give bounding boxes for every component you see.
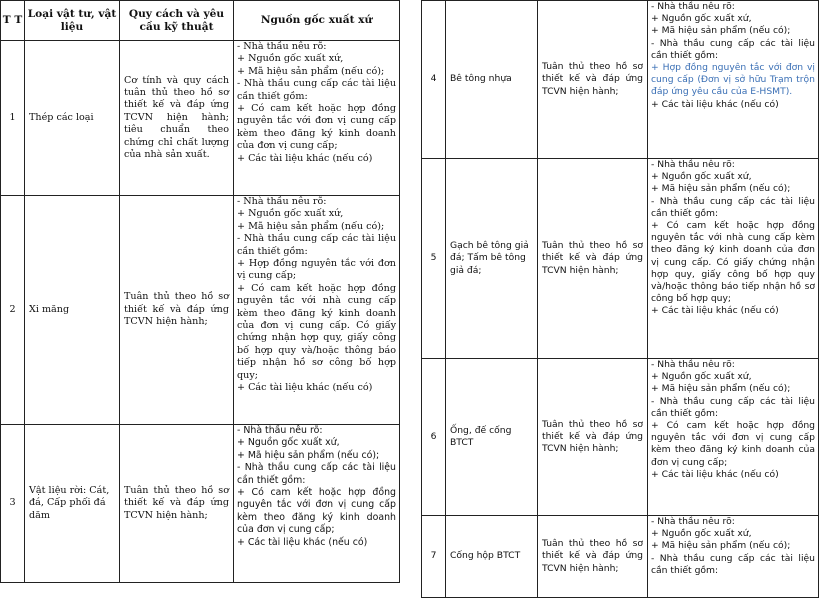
- row-stt: 7: [422, 516, 446, 598]
- row-material: Gạch bê tông giả đá; Tấm bê tông giả đá;: [446, 159, 538, 359]
- row-stt: 5: [422, 159, 446, 359]
- origin-line: - Nhà thầu nêu rõ:: [651, 359, 735, 370]
- origin-line: + Mã hiệu sản phẩm (nếu có);: [237, 220, 385, 232]
- right-table-panel: [421, 0, 818, 598]
- origin-line: + Nguồn gốc xuất xứ,: [651, 13, 752, 25]
- row-stt: 1: [1, 41, 25, 196]
- origin-line: - Nhà thầu cung cấp các tài liệu cần thiết gồm:: [651, 552, 815, 576]
- origin-line: + Nguồn gốc xuất xứ,: [651, 528, 752, 540]
- origin-line: + Nguồn gốc xuất xứ,: [651, 371, 752, 383]
- row-spec: Cơ tính và quy cách tuân thủ theo hồ sơ thiết kế và đáp ứng TCVN hiện hành; tiêu chuẩn theo chứng chỉ chất lượng của nhà sản xuất.: [120, 41, 234, 196]
- row-origin: [648, 516, 819, 598]
- origin-line: - Nhà thầu cung cấp các tài liệu cần thiết gồm:: [651, 395, 815, 419]
- row-spec: Tuân thủ theo hồ sơ thiết kế và đáp ứng TCVN hiện hành;: [538, 516, 648, 598]
- origin-line: - Nhà thầu cung cấp các tài liệu cần thiết gồm:: [237, 78, 396, 102]
- origin-line: + Các tài liệu khác (nếu có): [651, 468, 779, 480]
- row-spec: Tuân thủ theo hồ sơ thiết kế và đáp ứng TCVN hiện hành;: [538, 359, 648, 516]
- row-stt: 3: [1, 425, 25, 583]
- row-spec: Tuân thủ theo hồ sơ thiết kế và đáp ứng TCVN hiện hành;: [120, 425, 234, 583]
- row-stt: 6: [422, 359, 446, 516]
- row-material: Bê tông nhựa: [446, 1, 538, 159]
- materials-table-left: [0, 0, 400, 583]
- table-row: [422, 159, 819, 359]
- origin-line: + Có cam kết hoặc hợp đồng nguyên tắc với nhà cung cấp kèm theo đăng ký kinh doanh của đơn vị cung cấp. Có giấy chứng nhận hợp quy, giấy công bố hợp quy và/hoặc thông báo tiếp nhận hồ sơ công bố hợp quy;: [651, 220, 815, 305]
- origin-line: + Nguồn gốc xuất xứ,: [237, 437, 340, 449]
- origin-line: + Nguồn gốc xuất xứ,: [237, 53, 344, 65]
- header-material: Loại vật tư, vật liệu: [25, 1, 120, 41]
- origin-line: + Có cam kết hoặc hợp đồng nguyên tắc với đơn vị cung cấp kèm theo đăng ký kinh doanh của đơn vị cung cấp;: [651, 420, 815, 468]
- left-table-panel: [0, 0, 399, 583]
- row-origin: [648, 359, 819, 516]
- origin-line: + Hợp đồng nguyên tắc với đơn vị cung cấp;: [237, 258, 396, 282]
- origin-line: + Mã hiệu sản phẩm (nếu có);: [651, 383, 791, 395]
- table-row: [1, 196, 400, 425]
- row-material: Cống hộp BTCT: [446, 516, 538, 598]
- row-stt: 2: [1, 196, 25, 425]
- row-origin: [234, 41, 400, 196]
- origin-line: + Nguồn gốc xuất xứ,: [237, 208, 344, 220]
- row-material: Ống, đế cống BTCT: [446, 359, 538, 516]
- row-origin: [648, 1, 819, 159]
- origin-line: - Nhà thầu nêu rõ:: [651, 1, 735, 12]
- table-row: [422, 359, 819, 516]
- origin-line: + Các tài liệu khác (nếu có): [237, 382, 373, 394]
- header-spec: Quy cách và yêu cầu kỹ thuật: [120, 1, 234, 41]
- table-header-row: [1, 1, 400, 41]
- origin-line: - Nhà thầu cung cấp các tài liệu cần thiết gồm:: [237, 233, 396, 257]
- origin-line: - Nhà thầu cung cấp các tài liệu cần thiết gồm:: [651, 37, 815, 61]
- row-material: Vật liệu rời: Cát, đá, Cấp phối đá dăm: [25, 425, 120, 583]
- origin-line: - Nhà thầu nêu rõ:: [651, 516, 735, 527]
- origin-line: + Nguồn gốc xuất xứ,: [651, 171, 752, 183]
- origin-line: + Các tài liệu khác (nếu có): [651, 305, 779, 317]
- origin-line: - Nhà thầu nêu rõ:: [237, 41, 327, 52]
- origin-line: + Các tài liệu khác (nếu có): [237, 152, 373, 164]
- header-origin: Nguồn gốc xuất xứ: [234, 1, 400, 41]
- origin-line: + Các tài liệu khác (nếu có): [651, 98, 779, 110]
- row-material: Thép các loại: [25, 41, 120, 196]
- row-origin: [648, 159, 819, 359]
- origin-line: - Nhà thầu cung cấp các tài liệu cần thiết gồm:: [651, 195, 815, 219]
- row-material: Xi măng: [25, 196, 120, 425]
- origin-line: + Các tài liệu khác (nếu có): [237, 536, 368, 548]
- origin-line: + Có cam kết hoặc hợp đồng nguyên tắc với đơn vị cung cấp kèm theo đăng ký kinh doanh của đơn vị cung cấp;: [237, 487, 396, 536]
- materials-table-right: [421, 0, 819, 598]
- origin-line: + Mã hiệu sản phẩm (nếu có);: [237, 65, 385, 77]
- origin-line: + Mã hiệu sản phẩm (nếu có);: [237, 449, 380, 461]
- row-origin: [234, 425, 400, 583]
- row-spec: Tuân thủ theo hồ sơ thiết kế và đáp ứng TCVN hiện hành;: [538, 159, 648, 359]
- row-spec: Tuân thủ theo hồ sơ thiết kế và đáp ứng TCVN hiện hành;: [120, 196, 234, 425]
- origin-line: + Mã hiệu sản phẩm (nếu có);: [651, 183, 791, 195]
- origin-line: - Nhà thầu cung cấp các tài liệu cần thiết gồm:: [237, 462, 396, 486]
- table-row: [422, 1, 819, 159]
- header-stt: T T: [1, 1, 25, 41]
- origin-line: + Có cam kết hoặc hợp đồng nguyên tắc với nhà cung cấp kèm theo đăng ký kinh doanh của đơn vị cung cấp. Có giấy chứng nhận hợp quy, giấy công bố hợp quy và/hoặc thông báo tiếp nhận hồ sơ công bố hợp quy;: [237, 282, 396, 381]
- row-origin: [234, 196, 400, 425]
- origin-line: + Mã hiệu sản phẩm (nếu có);: [651, 540, 791, 552]
- table-row: [422, 516, 819, 598]
- origin-line: - Nhà thầu nêu rõ:: [237, 196, 327, 207]
- origin-line: + Mã hiệu sản phẩm (nếu có);: [651, 25, 791, 37]
- row-spec: Tuân thủ theo hồ sơ thiết kế và đáp ứng TCVN hiện hành;: [538, 1, 648, 159]
- table-row: [1, 41, 400, 196]
- origin-line: + Có cam kết hoặc hợp đồng nguyên tắc với đơn vị cung cấp kèm theo đăng ký kinh doanh của đơn vị cung cấp;: [237, 103, 396, 152]
- table-row: [1, 425, 400, 583]
- origin-line: - Nhà thầu nêu rõ:: [237, 425, 323, 436]
- row-stt: 4: [422, 1, 446, 159]
- origin-line-highlighted: + Hợp đồng nguyên tắc với đơn vị cung cấp (Đơn vị sở hữu Trạm trộn đáp ứng yêu cầu của E-HSMT).: [651, 62, 815, 98]
- origin-line: - Nhà thầu nêu rõ:: [651, 159, 735, 170]
